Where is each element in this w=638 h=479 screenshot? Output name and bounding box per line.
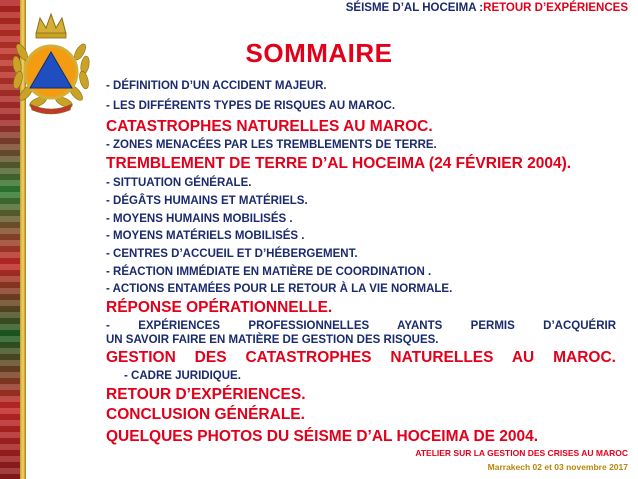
toc-line-legal-framework: - CADRE JURIDIQUE. <box>124 370 241 382</box>
header-title <box>346 2 628 14</box>
toc-line-know-how: UN SAVOIR FAIRE EN MATIÈRE DE GESTION DES RISQUES. <box>106 334 439 346</box>
toc-line-threatened-zones: - ZONES MENACÉES PAR LES TREMBLEMENTS DE TERRE. <box>106 139 437 151</box>
toc-section-lessons-learned: RETOUR D’EXPÉRIENCES. <box>106 386 306 403</box>
toc-section-natural-disasters: CATASTROPHES NATURELLES AU MAROC. <box>106 118 433 135</box>
toc-line-human-resources: - MOYENS HUMAINS MOBILISÉS . <box>106 213 293 225</box>
toc-section-operational-response: RÉPONSE OPÉRATIONNELLE. <box>106 299 333 316</box>
toc-section-conclusion: CONCLUSION GÉNÉRALE. <box>106 406 305 423</box>
toc-line-recovery-actions: - ACTIONS ENTAMÉES POUR LE RETOUR À LA VIE NORMALE. <box>106 283 453 295</box>
toc-section-earthquake: TREMBLEMENT DE TERRE D’AL HOCEIMA (24 FÉVRIER 2004). <box>106 155 572 172</box>
toc-section-photos: QUELQUES PHOTOS DU SÉISME D’AL HOCEIMA DE 2004. <box>106 428 539 445</box>
footer-date-location: Marrakech 02 et 03 novembre 2017 <box>487 462 628 472</box>
toc-line-general-situation: - SITTUATION GÉNÉRALE. <box>106 177 252 189</box>
toc-line-experiences: - EXPÉRIENCES PROFESSIONNELLES AYANTS PERMIS D’ACQUÉRIR <box>106 320 616 332</box>
page-title: SOMMAIRE <box>245 38 393 68</box>
header-title-prefix: SÉISME D’AL HOCEIMA : <box>345 2 484 14</box>
toc-section-disaster-management: GESTION DES CATASTROPHES NATURELLES AU MAROC. <box>106 349 616 366</box>
toc-line-coordination: - RÉACTION IMMÉDIATE EN MATIÈRE DE COORDINATION . <box>106 266 432 278</box>
header-title-highlight: RETOUR D’EXPÉRIENCES <box>483 2 628 14</box>
toc-line-material-resources: - MOYENS MATÉRIELS MOBILISÉS . <box>106 230 305 242</box>
toc-line-definition: - DÉFINITION D’UN ACCIDENT MAJEUR. <box>106 80 327 92</box>
toc-line-reception-centers: - CENTRES D’ACCUEIL ET D’HÉBERGEMENT. <box>106 248 358 260</box>
toc-line-damage: - DÉGÂTS HUMAINS ET MATÉRIELS. <box>106 195 308 207</box>
toc-line-risk-types: - LES DIFFÉRENTS TYPES DE RISQUES AU MAROC. <box>106 100 396 112</box>
footer-workshop: ATELIER SUR LA GESTION DES CRISES AU MAROC <box>415 448 628 458</box>
